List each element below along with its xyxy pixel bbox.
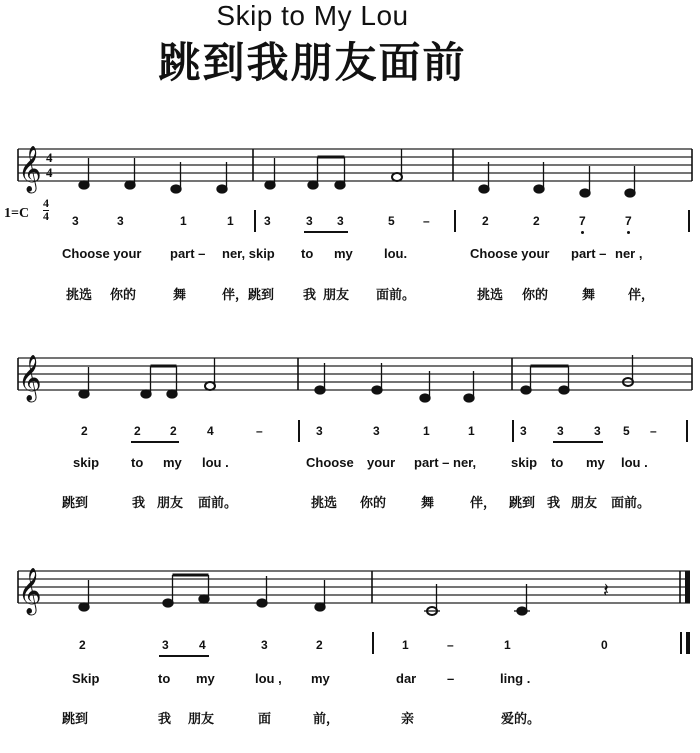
lyric-word-zh: 挑选 <box>477 287 504 302</box>
lyric-word: Choose <box>306 455 354 470</box>
lyric-word: part – ner, <box>414 455 477 470</box>
time-sig-bottom: 4 <box>43 209 49 223</box>
jianpu-note: 2 <box>134 424 141 438</box>
jianpu-dash: – <box>256 424 263 438</box>
jianpu-note: 3 <box>557 424 564 438</box>
jianpu-note: 2 <box>79 638 86 652</box>
low-octave-dot <box>581 231 584 234</box>
jianpu-note: 1 <box>423 424 430 438</box>
lyric-word: lou , <box>255 671 282 686</box>
svg-text:4: 4 <box>46 165 53 180</box>
song-title-english: Skip to My Lou <box>216 0 409 31</box>
lyric-word-zh: 你的 <box>522 287 549 302</box>
lyric-word-zh: 面前。 <box>198 495 238 510</box>
lyric-word-zh: 你的 <box>360 495 387 510</box>
bar-line <box>686 420 688 442</box>
lyric-word: my <box>196 671 215 686</box>
jianpu-note: 3 <box>316 424 323 438</box>
jianpu-note: 2 <box>316 638 323 652</box>
lyric-word: skip <box>511 455 538 470</box>
jianpu-note: 5 <box>388 214 395 228</box>
jianpu-note: 3 <box>264 214 271 228</box>
quarter-rest-icon: 𝄽 <box>603 578 610 602</box>
lyric-word: ner , <box>615 246 643 261</box>
lyric-word-zh: 我 <box>547 495 561 510</box>
jianpu-note: 3 <box>72 214 79 228</box>
lyric-word-zh: 朋友 <box>188 711 215 726</box>
lyric-word-zh: 伴，跳到 <box>222 287 275 302</box>
jianpu-note: 7 <box>625 214 632 228</box>
lyric-word-zh: 跳到 <box>62 711 89 726</box>
lyric-word-zh: 爱的。 <box>501 711 541 726</box>
final-bar-line <box>680 632 682 654</box>
lyric-word-zh: 挑选 <box>311 495 338 510</box>
lyric-word-zh: 朋友 <box>571 495 598 510</box>
song-title-chinese: 跳到我朋友面前 <box>158 38 467 87</box>
jianpu-rest: 0 <box>601 638 608 652</box>
jianpu-note: 3 <box>337 214 344 228</box>
svg-text:𝄞: 𝄞 <box>18 146 42 192</box>
jianpu-note: 3 <box>117 214 124 228</box>
lyric-word-zh: 我 <box>303 287 317 302</box>
lyric-word: my <box>311 671 330 686</box>
jianpu-note: 1 <box>180 214 187 228</box>
time-signature-staff <box>46 150 53 180</box>
lyric-word: my <box>163 455 182 470</box>
lyric-word-zh: 我 <box>132 495 146 510</box>
lyric-word: Skip <box>72 671 100 686</box>
bar-line <box>298 420 300 442</box>
jianpu-note: 4 <box>207 424 214 438</box>
bar-line <box>512 420 514 442</box>
jianpu-note: 3 <box>162 638 169 652</box>
lyric-word: my <box>586 455 605 470</box>
lyric-word: dar <box>396 671 417 686</box>
lyric-word-zh: 亲 <box>401 711 415 726</box>
jianpu-dash: – <box>650 424 657 438</box>
lyric-word: to <box>131 455 144 470</box>
eighth-underline <box>304 231 348 233</box>
time-sig-top: 4 <box>43 196 49 210</box>
jianpu-note: 3 <box>261 638 268 652</box>
lyric-word-zh: 舞 <box>582 287 596 302</box>
lyric-word: ling . <box>500 671 531 686</box>
lyric-word: Choose your <box>470 246 550 261</box>
lyric-word-zh: 我 <box>158 711 172 726</box>
lyric-word-zh: 面前。 <box>376 287 416 302</box>
jianpu-dash: – <box>423 214 430 228</box>
lyric-word: lou . <box>202 455 229 470</box>
jianpu-note: 3 <box>594 424 601 438</box>
lyric-word-zh: 伴， <box>470 495 497 510</box>
jianpu-dash: – <box>447 638 454 652</box>
lyric-word: part – <box>170 246 206 261</box>
svg-text:4: 4 <box>46 150 53 165</box>
lyric-word: Choose your <box>62 246 142 261</box>
eighth-underline <box>159 655 209 657</box>
lyric-word-zh: 跳到 <box>62 495 89 510</box>
jianpu-note: 3 <box>306 214 313 228</box>
lyric-word: lou . <box>621 455 648 470</box>
jianpu-note: 5 <box>623 424 630 438</box>
lyric-word-zh: 跳到 <box>509 495 536 510</box>
bar-line <box>454 210 456 232</box>
jianpu-note: 2 <box>170 424 177 438</box>
jianpu-note: 2 <box>482 214 489 228</box>
jianpu-note: 2 <box>533 214 540 228</box>
jianpu-note: 3 <box>373 424 380 438</box>
svg-text:𝄞: 𝄞 <box>18 355 42 401</box>
jianpu-note: 2 <box>81 424 88 438</box>
jianpu-note: 3 <box>520 424 527 438</box>
lyric-word: to <box>301 246 314 261</box>
bar-line <box>688 210 690 232</box>
jianpu-note: 1 <box>227 214 234 228</box>
jianpu-note: 1 <box>504 638 511 652</box>
time-signature-jianpu <box>43 198 49 222</box>
lyric-word-zh: 前， <box>313 711 340 726</box>
lyric-word: part – <box>571 246 607 261</box>
lyric-word: skip <box>73 455 100 470</box>
jianpu-note: 1 <box>468 424 475 438</box>
key-signature: 1=C <box>4 206 30 221</box>
lyric-word-zh: 挑选 <box>66 287 93 302</box>
jianpu-note: 4 <box>199 638 206 652</box>
eighth-underline <box>553 441 603 443</box>
lyric-word-zh: 伴， <box>628 287 655 302</box>
lyric-word-zh: 朋友 <box>157 495 184 510</box>
final-bar-line-thick <box>686 632 690 654</box>
lyric-word-zh: 舞 <box>421 495 435 510</box>
bar-line <box>372 632 374 654</box>
lyric-word: ner, skip <box>222 246 275 261</box>
lyric-word-zh: 你的 <box>110 287 137 302</box>
jianpu-note: 1 <box>402 638 409 652</box>
lyric-word: to <box>158 671 171 686</box>
lyric-word-zh: 面前。 <box>611 495 651 510</box>
svg-text:𝄞: 𝄞 <box>18 568 42 614</box>
bar-line <box>254 210 256 232</box>
lyric-word: to <box>551 455 564 470</box>
lyric-word: – <box>447 671 455 686</box>
lyric-word: your <box>367 455 396 470</box>
eighth-underline <box>131 441 179 443</box>
lyric-word-zh: 舞 <box>173 287 187 302</box>
low-octave-dot <box>627 231 630 234</box>
lyric-word-zh: 面 <box>258 711 272 726</box>
lyric-word-zh: 朋友 <box>323 287 350 302</box>
jianpu-note: 7 <box>579 214 586 228</box>
lyric-word: my <box>334 246 353 261</box>
lyric-word: lou. <box>384 246 408 261</box>
